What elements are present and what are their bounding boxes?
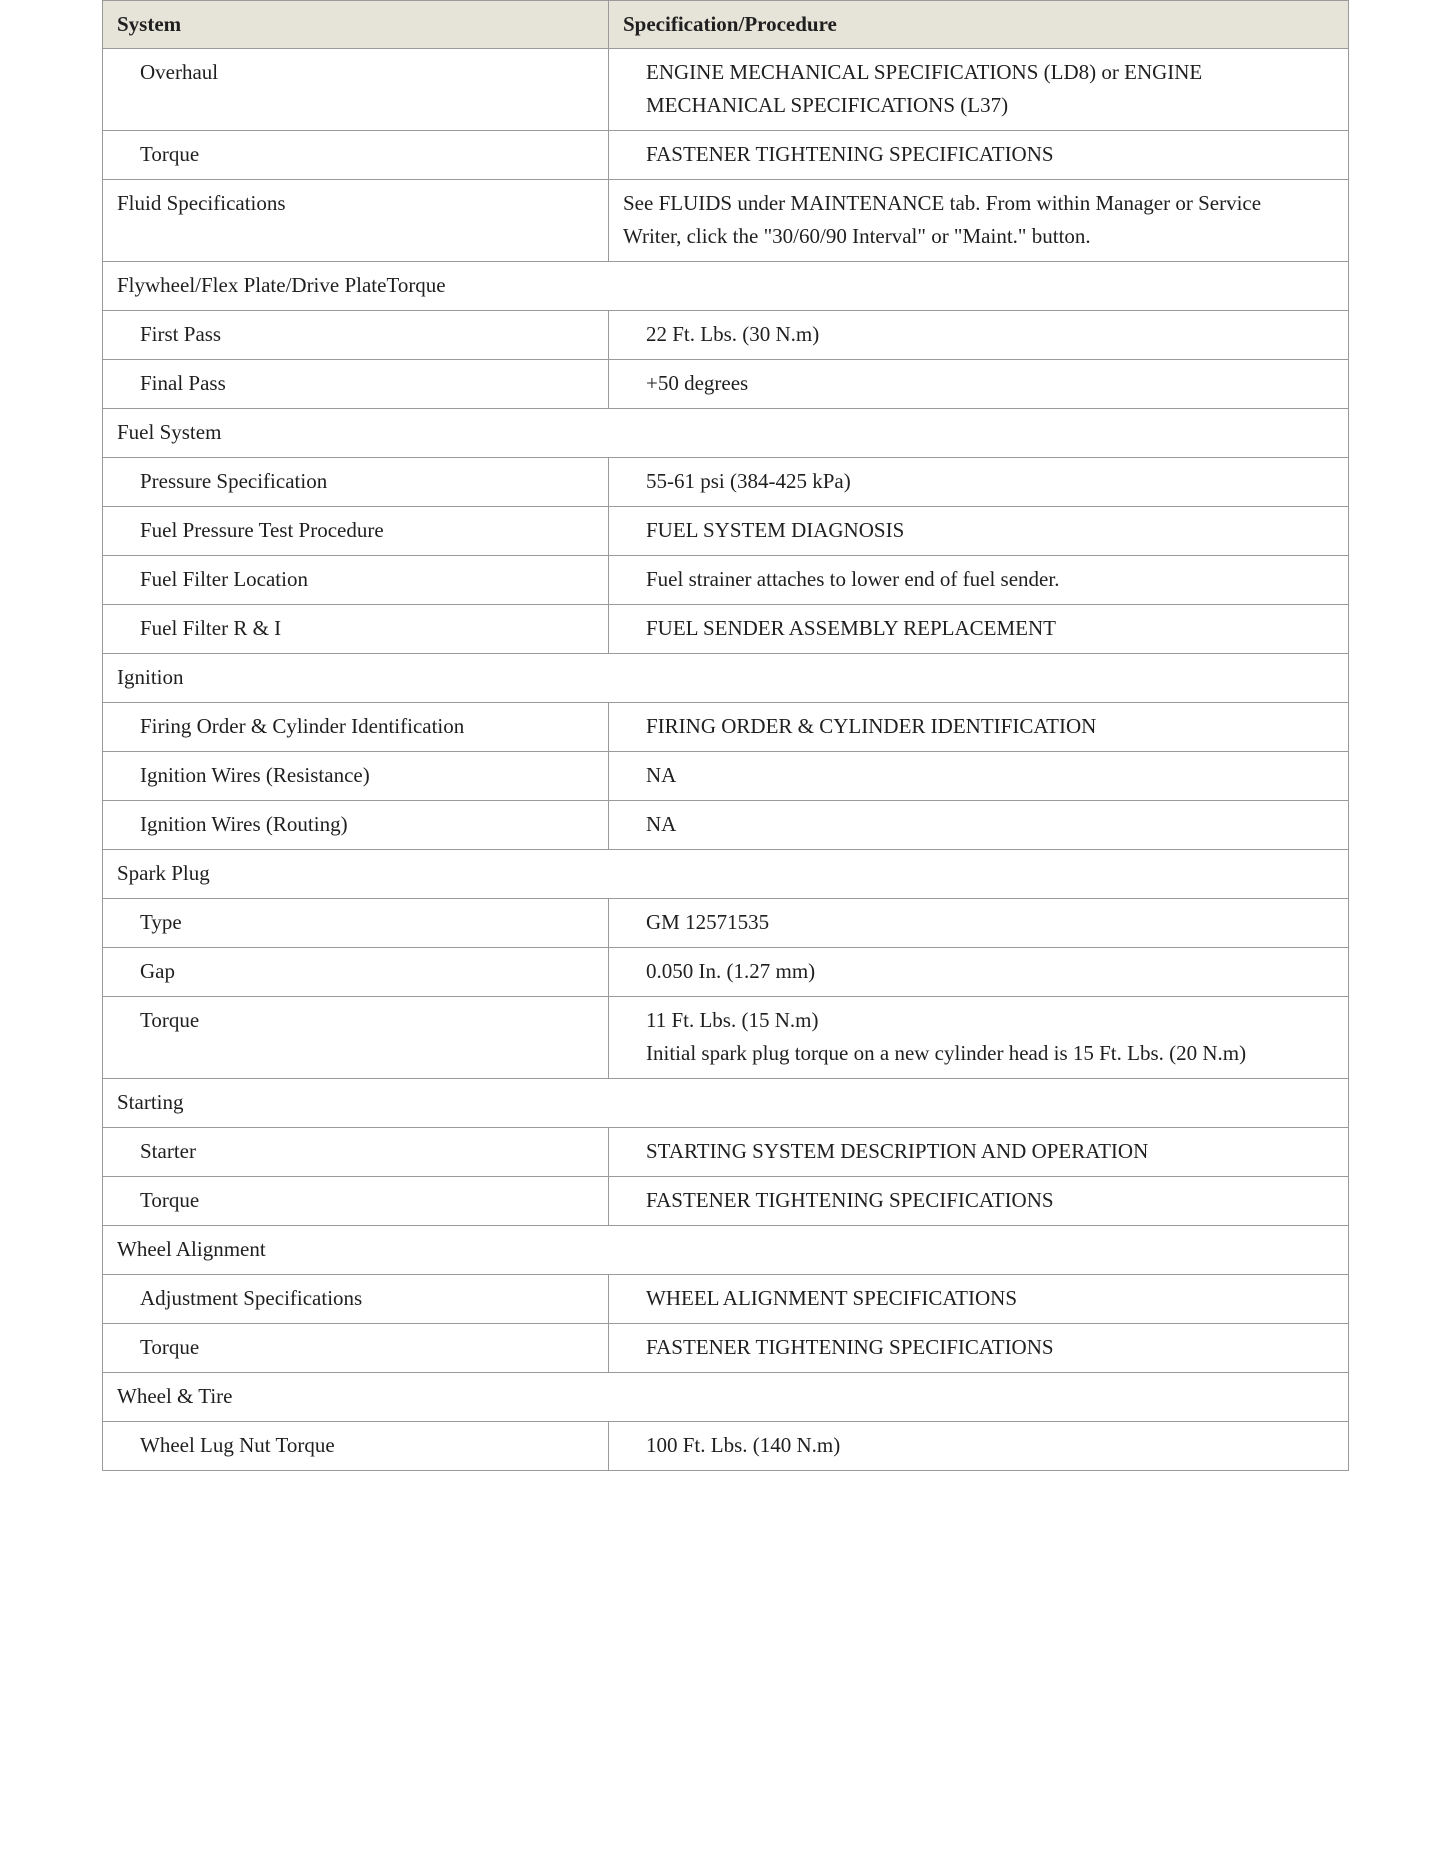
table-row bbox=[103, 605, 1349, 654]
specification-text: FUEL SYSTEM DIAGNOSIS bbox=[646, 518, 905, 542]
specification-text: ENGINE MECHANICAL SPECIFICATIONS (LD8) or ENGINE bbox=[646, 60, 1203, 84]
system-cell: Fuel Filter R & I bbox=[103, 605, 609, 654]
system-cell: Gap bbox=[103, 948, 609, 997]
table-row bbox=[103, 1128, 1349, 1177]
system-cell: First Pass bbox=[103, 311, 609, 360]
table-group-row bbox=[103, 654, 1349, 703]
system-cell: Fuel Filter Location bbox=[103, 556, 609, 605]
system-cell: Overhaul bbox=[103, 49, 609, 131]
group-heading: Flywheel/Flex Plate/Drive PlateTorque bbox=[103, 262, 1349, 311]
group-heading: Wheel & Tire bbox=[103, 1373, 1349, 1422]
specification-text: FASTENER TIGHTENING SPECIFICATIONS bbox=[646, 1188, 1054, 1212]
specification-cell bbox=[609, 49, 1349, 131]
specification-cell bbox=[609, 801, 1349, 850]
specification-text: 11 Ft. Lbs. (15 N.m) bbox=[646, 1008, 819, 1032]
table-row bbox=[103, 899, 1349, 948]
specification-cell bbox=[609, 458, 1349, 507]
specification-cell bbox=[609, 997, 1349, 1079]
specification-cell bbox=[609, 1128, 1349, 1177]
specification-cell bbox=[609, 605, 1349, 654]
table-group-row bbox=[103, 1226, 1349, 1275]
specification-text: NA bbox=[646, 812, 677, 836]
specification-text: +50 degrees bbox=[646, 371, 749, 395]
table-row bbox=[103, 997, 1349, 1079]
specification-text: Writer, click the "30/60/90 Interval" or "Maint." button. bbox=[623, 224, 1091, 248]
specification-cell bbox=[609, 948, 1349, 997]
system-cell: Fuel Pressure Test Procedure bbox=[103, 507, 609, 556]
system-cell: Ignition Wires (Resistance) bbox=[103, 752, 609, 801]
specification-cell bbox=[609, 131, 1349, 180]
table-row bbox=[103, 507, 1349, 556]
table-row bbox=[103, 1324, 1349, 1373]
table-group-row bbox=[103, 1373, 1349, 1422]
table-row bbox=[103, 703, 1349, 752]
specification-text: Fuel strainer attaches to lower end of fuel sender. bbox=[646, 567, 1060, 591]
specification-text: 0.050 In. (1.27 mm) bbox=[646, 959, 816, 983]
table-header bbox=[103, 1, 1349, 49]
table-row bbox=[103, 360, 1349, 409]
specification-cell bbox=[609, 507, 1349, 556]
specification-text: FASTENER TIGHTENING SPECIFICATIONS bbox=[646, 1335, 1054, 1359]
specification-cell bbox=[609, 703, 1349, 752]
system-cell: Type bbox=[103, 899, 609, 948]
table-row bbox=[103, 1422, 1349, 1471]
group-heading: Spark Plug bbox=[103, 850, 1349, 899]
specification-cell bbox=[609, 1422, 1349, 1471]
group-heading: Starting bbox=[103, 1079, 1349, 1128]
header-row bbox=[103, 1, 1349, 49]
system-cell: Torque bbox=[103, 997, 609, 1079]
specification-text: See FLUIDS under MAINTENANCE tab. From within Manager or Service bbox=[623, 191, 1262, 215]
system-cell: Starter bbox=[103, 1128, 609, 1177]
header-system: System bbox=[103, 1, 609, 49]
specification-cell bbox=[609, 1177, 1349, 1226]
specification-text: 55-61 psi (384-425 kPa) bbox=[646, 469, 851, 493]
table-row bbox=[103, 131, 1349, 180]
specification-text: GM 12571535 bbox=[646, 910, 770, 934]
table-row bbox=[103, 801, 1349, 850]
table-body bbox=[103, 49, 1349, 1471]
specification-cell bbox=[609, 1275, 1349, 1324]
table-row bbox=[103, 311, 1349, 360]
specification-cell bbox=[609, 1324, 1349, 1373]
group-heading: Fuel System bbox=[103, 409, 1349, 458]
specification-cell bbox=[609, 556, 1349, 605]
specification-cell bbox=[609, 899, 1349, 948]
system-cell: Pressure Specification bbox=[103, 458, 609, 507]
specification-text: 22 Ft. Lbs. (30 N.m) bbox=[646, 322, 820, 346]
system-cell: Fluid Specifications bbox=[103, 180, 609, 262]
system-cell: Torque bbox=[103, 1324, 609, 1373]
system-cell: Final Pass bbox=[103, 360, 609, 409]
system-cell: Ignition Wires (Routing) bbox=[103, 801, 609, 850]
system-cell: Wheel Lug Nut Torque bbox=[103, 1422, 609, 1471]
table-group-row bbox=[103, 409, 1349, 458]
specification-text: FUEL SENDER ASSEMBLY REPLACEMENT bbox=[646, 616, 1056, 640]
group-heading: Ignition bbox=[103, 654, 1349, 703]
specification-text: MECHANICAL SPECIFICATIONS (L37) bbox=[646, 93, 1009, 117]
table-group-row bbox=[103, 1079, 1349, 1128]
table-group-row bbox=[103, 262, 1349, 311]
specification-cell bbox=[609, 180, 1349, 262]
table-row bbox=[103, 180, 1349, 262]
specification-text: Initial spark plug torque on a new cylinder head is 15 Ft. Lbs. (20 N.m) bbox=[646, 1041, 1247, 1065]
specification-text: WHEEL ALIGNMENT SPECIFICATIONS bbox=[646, 1286, 1017, 1310]
specification-text: STARTING SYSTEM DESCRIPTION AND OPERATION bbox=[646, 1139, 1149, 1163]
specification-cell bbox=[609, 360, 1349, 409]
system-cell: Firing Order & Cylinder Identification bbox=[103, 703, 609, 752]
specification-cell bbox=[609, 311, 1349, 360]
specifications-table bbox=[102, 0, 1349, 1471]
table-group-row bbox=[103, 850, 1349, 899]
table-row bbox=[103, 49, 1349, 131]
specification-text: FASTENER TIGHTENING SPECIFICATIONS bbox=[646, 142, 1054, 166]
system-cell: Adjustment Specifications bbox=[103, 1275, 609, 1324]
group-heading: Wheel Alignment bbox=[103, 1226, 1349, 1275]
system-cell: Torque bbox=[103, 131, 609, 180]
table-row bbox=[103, 556, 1349, 605]
system-cell: Torque bbox=[103, 1177, 609, 1226]
table-row bbox=[103, 1177, 1349, 1226]
specification-text: 100 Ft. Lbs. (140 N.m) bbox=[646, 1433, 841, 1457]
header-specification: Specification/Procedure bbox=[609, 1, 1349, 49]
table-row bbox=[103, 1275, 1349, 1324]
specification-text: NA bbox=[646, 763, 677, 787]
table-row bbox=[103, 458, 1349, 507]
table-row bbox=[103, 752, 1349, 801]
table-row bbox=[103, 948, 1349, 997]
specification-cell bbox=[609, 752, 1349, 801]
specification-text: FIRING ORDER & CYLINDER IDENTIFICATION bbox=[646, 714, 1097, 738]
